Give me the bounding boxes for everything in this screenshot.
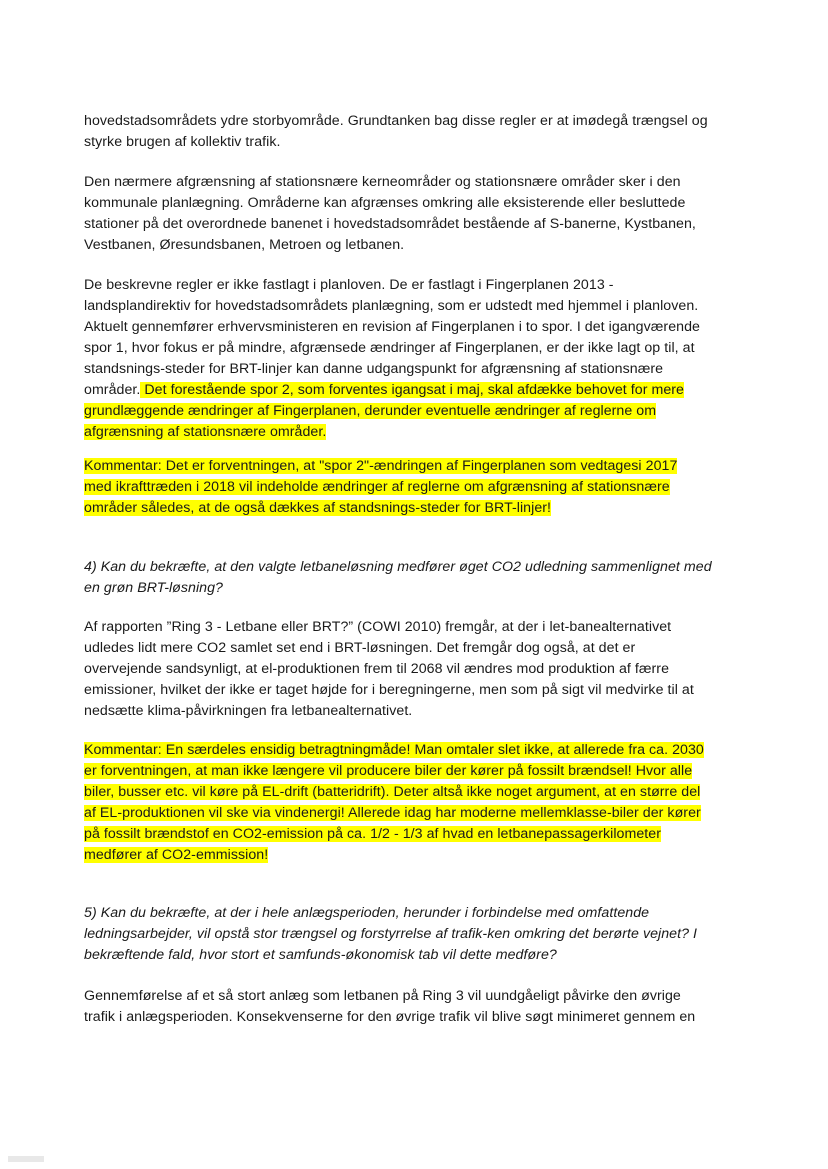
text-line: styrke brugen af kollektiv trafik. xyxy=(84,134,281,150)
highlighted-text: afgrænsning af stationsnære områder. xyxy=(84,424,327,440)
highlighted-text: med ikrafttræden i 2018 vil indeholde ændringer af reglerne om afgrænsning af stationsnære xyxy=(84,479,670,495)
text-line: emissioner, hvilket der ikke er taget højde for i beregningerne, men som på sigt vil medvirke til at xyxy=(84,682,694,698)
text-line: nedsætte klima-påvirkningen fra letbanealternativet. xyxy=(84,703,413,719)
text-line: Aktuelt gennemfører erhvervsministeren en revision af Fingerplanen i to spor. I det igangværende xyxy=(84,319,700,335)
text-line: 5) Kan du bekræfte, at der i hele anlægsperioden, herunder i forbindelse med omfattende xyxy=(84,905,650,921)
text-line: spor 1, hvor fokus er på mindre, afgrænsede ændringer af Fingerplanen, er der ikke lagt op til, at xyxy=(84,340,695,356)
text-line xyxy=(84,422,754,443)
text-line: De beskrevne regler er ikke fastlagt i planloven. De er fastlagt i Fingerplanen 2013 - xyxy=(84,277,614,293)
highlighted-text: områder således, at de også dækkes af standsnings-steder for BRT-linjer! xyxy=(84,500,552,516)
text-line: standsnings-steder for BRT-linjer kan danne udgangspunkt for afgrænsning af stationsnære xyxy=(84,361,664,377)
question-4 xyxy=(84,557,754,599)
comment-co2 xyxy=(84,740,754,866)
paragraph-intro xyxy=(84,111,754,153)
answer-5 xyxy=(84,986,754,1028)
highlighted-text: på fossilt brændstof en CO2-emission på ca. 1/2 - 1/3 af hvad en letbanepassagerkilometer xyxy=(84,826,661,842)
text-line: landsplandirektiv for hovedstadsområdets planlægning, som er udstedt med hjemmel i planloven. xyxy=(84,298,699,314)
paragraph-fingerplan xyxy=(84,275,754,443)
scan-artifact xyxy=(8,1156,44,1162)
text-line: Vestbanen, Øresundsbanen, Metroen og letbanen. xyxy=(84,237,405,253)
text-plain: områder. xyxy=(84,382,141,398)
text-line: udledes lidt mere CO2 samlet set end i BRT-løsningen. Det fremgår dog også, at det er xyxy=(84,640,636,656)
highlighted-text: medfører af CO2-emmission! xyxy=(84,847,269,863)
answer-4 xyxy=(84,617,754,722)
text-line xyxy=(84,401,754,422)
text-line: overvejende sandsynligt, at el-produktionen frem til 2068 vil ændres mod produktion af færre xyxy=(84,661,670,677)
highlighted-text: Det forestående spor 2, som forventes igangsat i maj, skal afdække behovet for mere xyxy=(140,382,684,398)
text-line: 4) Kan du bekræfte, at den valgte letbaneløsning medfører øget CO2 udledning sammenlignet med xyxy=(84,559,712,575)
highlighted-text: af EL-produktionen vil ske via vindenergi! Allerede idag har moderne mellemklasse-biler der kører xyxy=(84,805,701,821)
text-line: Gennemførelse af et så stort anlæg som letbanen på Ring 3 vil uundgåeligt påvirke den øvrige xyxy=(84,988,681,1004)
text-line: Den nærmere afgrænsning af stationsnære kerneområder og stationsnære områder sker i den xyxy=(84,174,681,190)
highlighted-text: er forventningen, at man ikke længere vil producere biler der kører på fossilt brændsel! Hvor alle xyxy=(84,763,693,779)
highlighted-text: Kommentar: Det er forventningen, at "spor 2"-ændringen af Fingerplanen som vedtagesi 2017 xyxy=(84,458,678,474)
highlighted-text: grundlæggende ændringer af Fingerplanen, derunder eventuelle ændringer af reglerne om xyxy=(84,403,657,419)
text-line: ledningsarbejder, vil opstå stor trængsel og forstyrrelse af trafik-ken omkring det berørte vejnet? I xyxy=(84,926,698,942)
highlighted-text: biler, busser etc. vil køre på EL-drift (batteridrift). Deter altså ikke noget argument, at en større del xyxy=(84,784,701,800)
text-line: en grøn BRT-løsning? xyxy=(84,580,224,596)
text-line: trafik i anlægsperioden. Konsekvenserne for den øvrige trafik vil blive søgt minimeret gennem en xyxy=(84,1009,696,1025)
comment-spor2 xyxy=(84,456,754,519)
paragraph-station-areas xyxy=(84,172,754,256)
text-line: hovedstadsområdets ydre storbyområde. Grundtanken bag disse regler er at imødegå trængsel og xyxy=(84,113,708,129)
text-line: stationer på det overordnede banenet i hovedstadsområdet bestående af S-banerne, Kystbanen, xyxy=(84,216,696,232)
question-5 xyxy=(84,903,754,966)
text-line-mixed xyxy=(84,380,754,401)
text-line: Af rapporten ”Ring 3 - Letbane eller BRT?” (COWI 2010) fremgår, at der i let-banealternativet xyxy=(84,619,672,635)
text-line: kommunale planlægning. Områderne kan afgrænses omkring alle eksisterende eller besluttede xyxy=(84,195,686,211)
text-line: bekræftende fald, hvor stort et samfunds-økonomisk tab vil dette medføre? xyxy=(84,947,557,963)
highlighted-text: Kommentar: En særdeles ensidig betragtningmåde! Man omtaler slet ikke, at allerede fra ca. 2030 xyxy=(84,742,704,758)
